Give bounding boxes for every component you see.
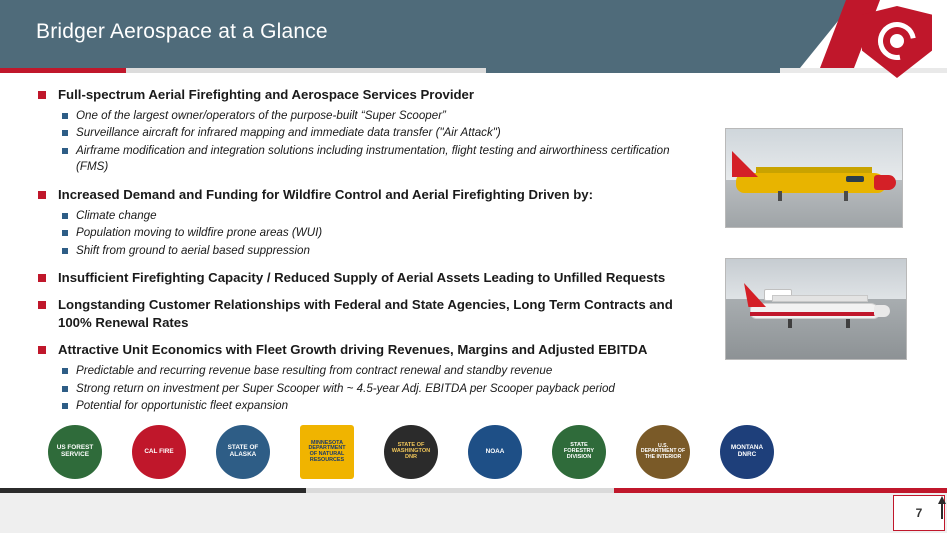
footer-band [0,493,947,533]
red-square-bullet-icon [38,274,46,282]
list-item-text: Potential for opportunistic fleet expansion [76,399,289,413]
list-item-text: Strong return on investment per Super Scooper with ~ 4.5-year Adj. EBITDA per Scooper payback period [76,381,615,395]
list-item [36,125,696,141]
blue-square-bullet-icon [62,148,68,154]
red-square-bullet-icon [38,191,46,199]
bullet-level1 [36,269,696,287]
bullet-level1-text: Increased Demand and Funding for Wildfire Control and Aerial Firefighting Driven by: [58,186,593,202]
montana-dnrc-logo: MONTANA DNRC [720,425,774,479]
page-number: 7 [893,495,945,531]
list-item-text: Airframe modification and integration solutions including instrumentation, flight testing and airworthiness certification (FMS) [76,143,670,174]
blue-square-bullet-icon [62,213,68,219]
bridger-shield-logo-icon [862,6,932,78]
header-rule-red [0,68,126,73]
noaa-logo: NOAA [468,425,522,479]
air-attack-aircraft-photo [725,258,907,360]
list-item [36,398,696,414]
red-square-bullet-icon [38,346,46,354]
state-of-alaska-logo: STATE OF ALASKA [216,425,270,479]
list-item-text: Predictable and recurring revenue base resulting from contract renewal and standby revenue [76,364,553,378]
bullet-group [36,86,696,176]
list-item-text: Population moving to wildfire prone areas (WUI) [76,226,323,240]
bullet-group [36,269,696,287]
red-square-bullet-icon [38,91,46,99]
blue-square-bullet-icon [62,130,68,136]
bullet-level1-text: Insufficient Firefighting Capacity / Reduced Supply of Aerial Assets Leading to Unfilled Requests [58,270,666,286]
list-item [36,363,696,379]
page-title: Bridger Aerospace at a Glance [36,20,328,43]
header-rule-teal [486,68,780,73]
blue-square-bullet-icon [62,248,68,254]
blue-square-bullet-icon [62,368,68,374]
us-department-of-interior-logo: U.S. DEPARTMENT OF THE INTERIOR [636,425,690,479]
blue-square-bullet-icon [62,403,68,409]
list-item [36,208,696,224]
super-scooper-aircraft-photo [725,128,903,228]
bullet-level1 [36,86,696,104]
bullet-group [36,186,696,259]
sub-bullet-list [36,208,696,259]
up-arrow-stem-icon [941,503,943,519]
bullet-level1-text: Attractive Unit Economics with Fleet Growth driving Revenues, Margins and Adjusted EBITDA [58,342,648,358]
cal-fire-logo: CAL FIRE [132,425,186,479]
blue-square-bullet-icon [62,386,68,392]
red-square-bullet-icon [38,301,46,309]
state-of-washington-logo: STATE OF WASHINGTON DNR [384,425,438,479]
header-rule-grey-left [126,68,486,73]
minnesota-dnr-logo: MINNESOTA DEPARTMENT OF NATURAL RESOURCES [300,425,354,479]
blue-square-bullet-icon [62,113,68,119]
blue-square-bullet-icon [62,230,68,236]
list-item-text: Surveillance aircraft for infrared mapping and immediate data transfer ("Air Attack") [76,126,501,140]
slide-header [0,0,947,78]
bullet-level1-text: Longstanding Customer Relationships with Federal and State Agencies, Long Term Contracts and 100% Renewal Rates [58,297,673,331]
list-item [36,243,696,259]
agency-logo-strip [48,424,888,480]
bullet-level1 [36,296,696,332]
bullet-group [36,296,696,332]
list-item [36,381,696,397]
list-item-text: Climate change [76,208,157,222]
list-item [36,143,696,176]
list-item-text: One of the largest owner/operators of the purpose-built “Super Scooper” [76,109,446,122]
us-forest-service-logo: US FOREST SERVICE [48,425,102,479]
state-forestry-logo: STATE FORESTRY DIVISION [552,425,606,479]
bullet-content [36,86,696,425]
sub-bullet-list [36,363,696,414]
list-item [36,108,696,124]
sub-bullet-list [36,108,696,176]
list-item-text: Shift from ground to aerial based suppression [76,243,310,257]
bullet-level1-text: Full-spectrum Aerial Firefighting and Aerospace Services Provider [58,87,475,102]
bullet-level1 [36,341,696,359]
bullet-group [36,341,696,414]
list-item [36,225,696,241]
bullet-level1 [36,186,696,204]
